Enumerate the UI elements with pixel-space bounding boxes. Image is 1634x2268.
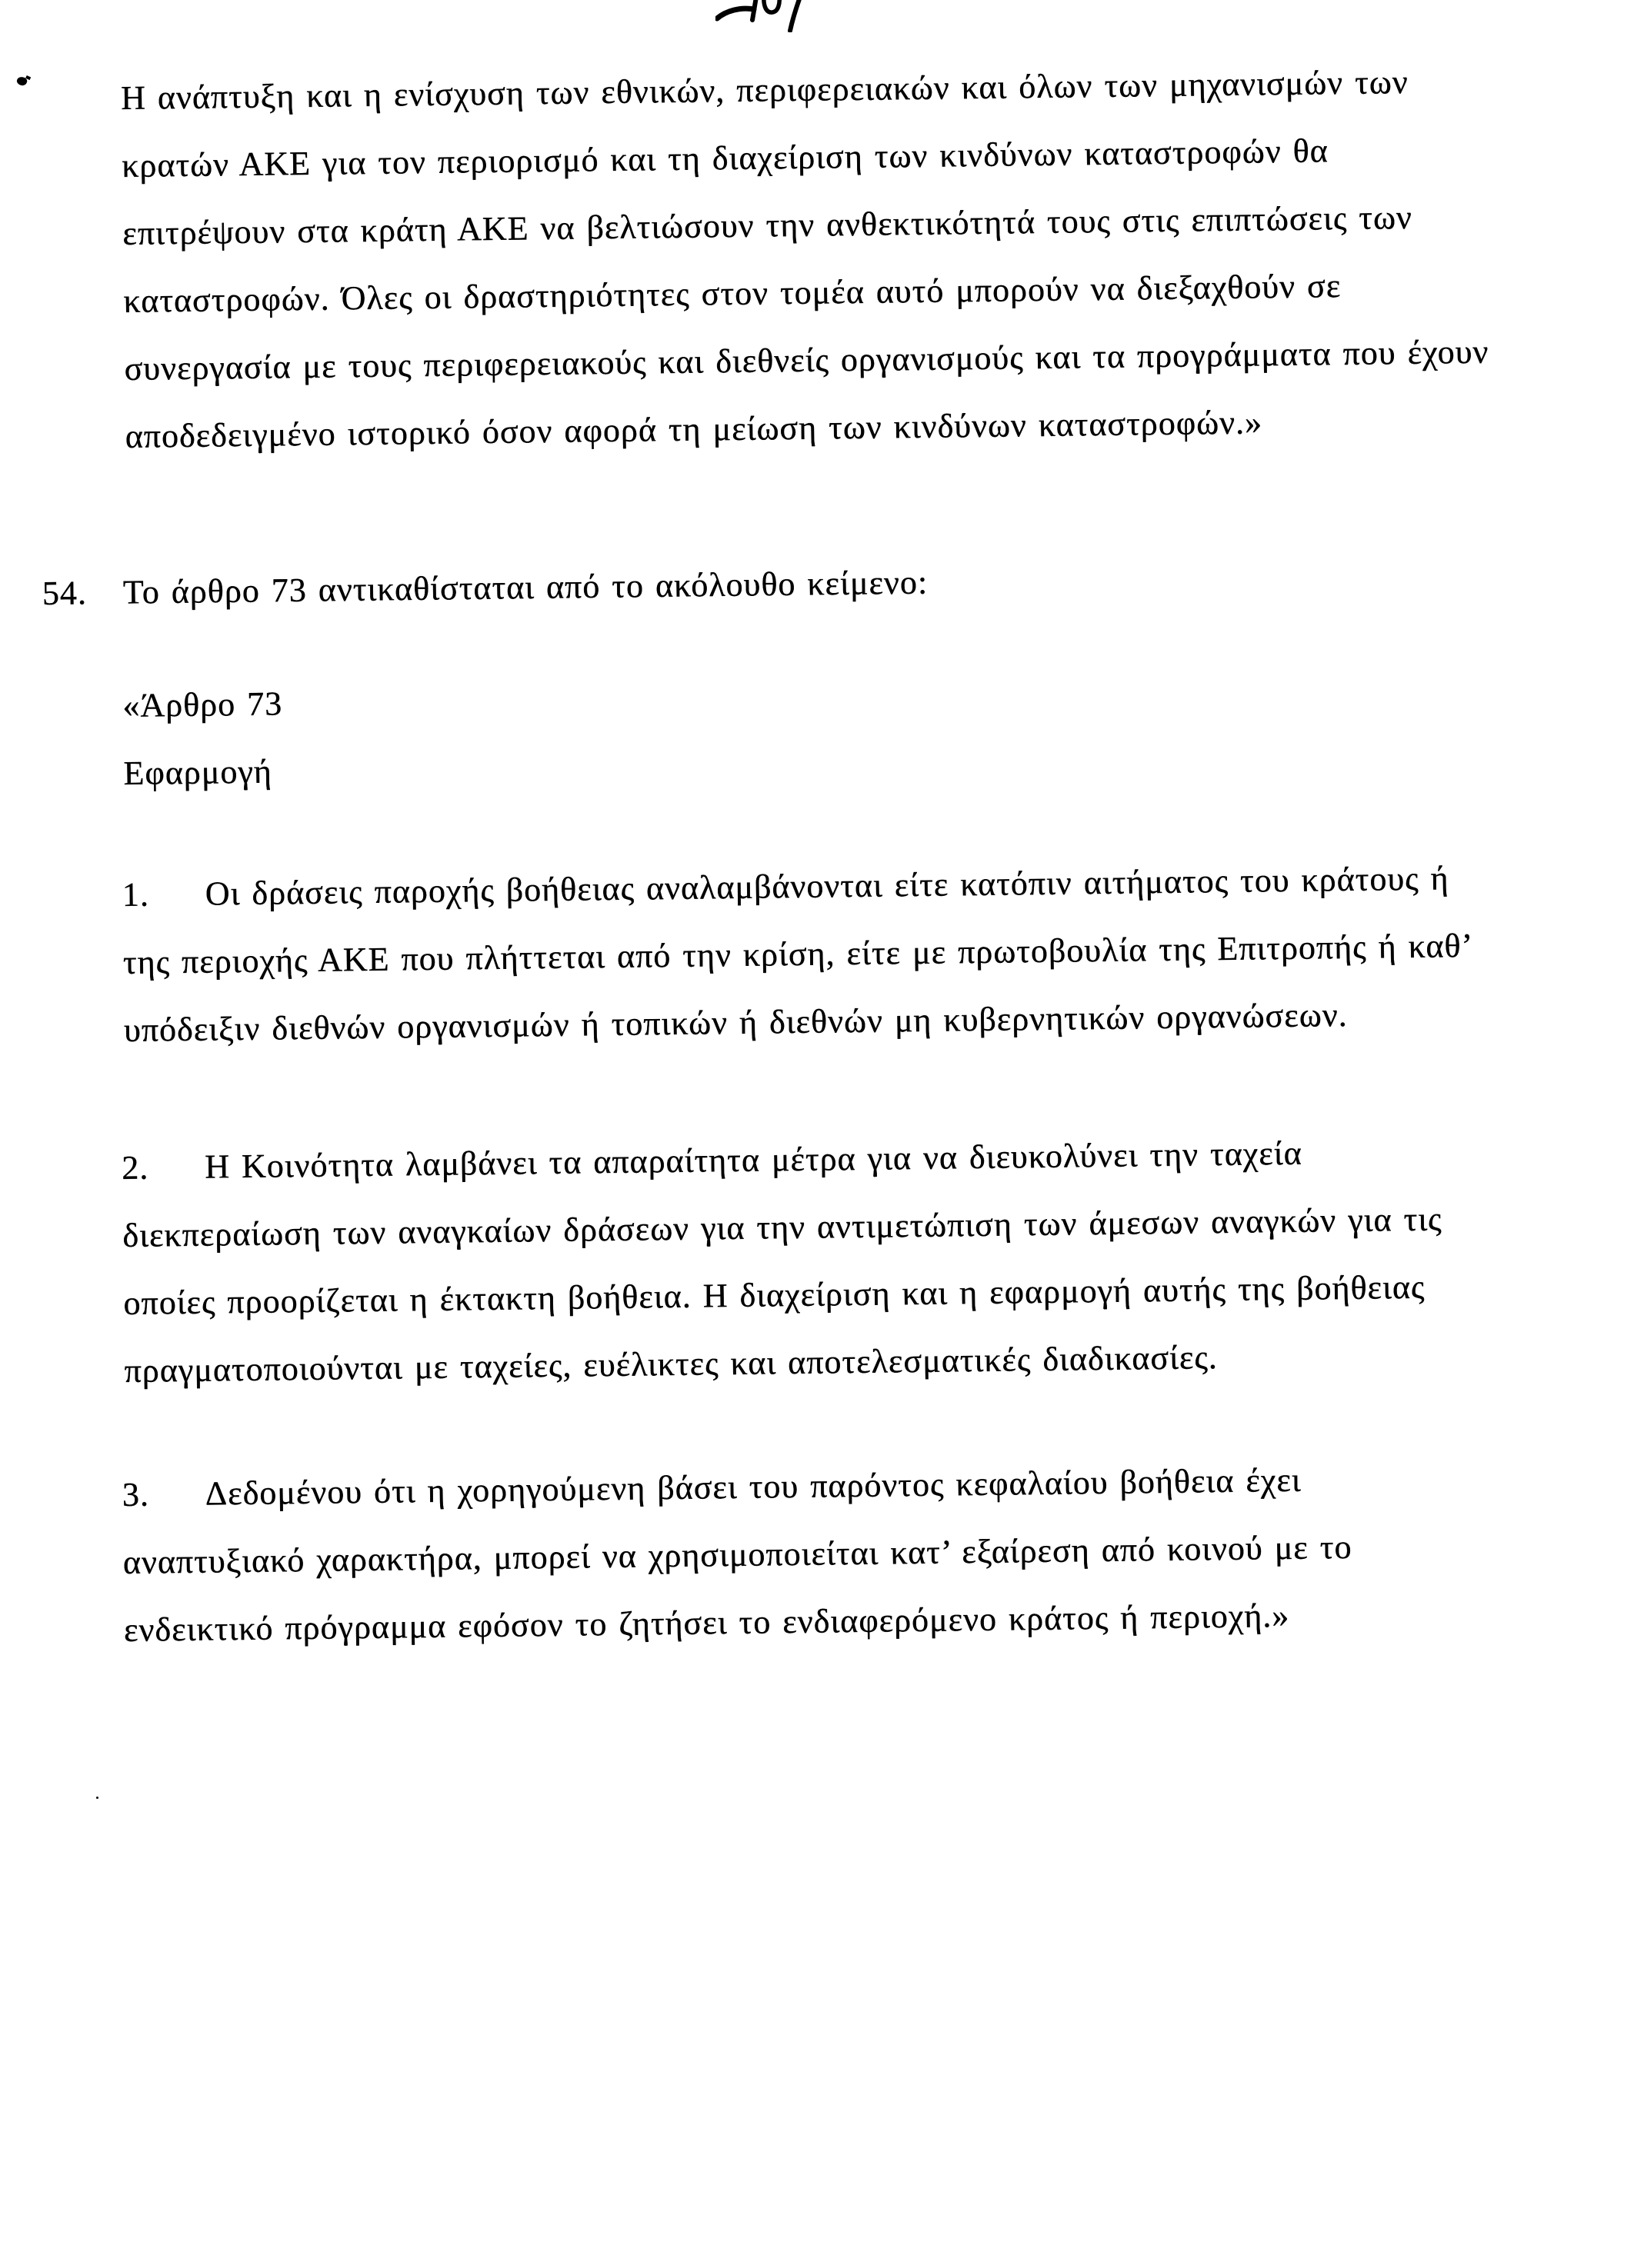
paragraph-2-lines	[122, 1116, 1586, 1405]
quoted-paragraph-disaster-risk	[121, 46, 1587, 471]
page-number-fragment	[715, 0, 808, 32]
paragraph-number: 1.	[122, 875, 150, 914]
article-paragraph-3	[122, 1443, 1586, 1664]
paragraph-number: 2.	[122, 1148, 149, 1187]
paragraph-1-lines	[122, 843, 1586, 1064]
item-54-lines	[42, 541, 1581, 628]
ink-speck	[96, 1797, 98, 1799]
article-paragraph-1	[122, 843, 1586, 1064]
text-line: υπόδειξιν διεθνών οργανισμών ή τοπικών ή διεθνών μη κυβερνητικών οργανώσεων.	[123, 996, 1348, 1049]
text-line: συνεργασία με τους περιφερειακούς και διεθνείς οργανισμούς και τα προγράμματα που έχουν	[124, 332, 1489, 388]
item-number: 54.	[42, 574, 88, 612]
text-line: Το άρθρο 73 αντικαθίσταται από το ακόλουθο κείμενο:	[122, 563, 929, 611]
ink-speck	[15, 75, 28, 87]
text-line: διεκπεραίωση των αναγκαίων δράσεων για την αντιμετώπιση των άμεσων αναγκών για τις	[122, 1200, 1442, 1255]
text-line: καταστροφών. Όλες οι δραστηριότητες στον τομέα αυτό μπορούν να διεξαχθούν σε	[123, 267, 1342, 320]
list-item-54	[42, 541, 1581, 628]
text-line: Η ανάπτυξη και η ενίσχυση των εθνικών, περιφερειακών και όλων των μηχανισμών των	[120, 62, 1409, 118]
text-line: επιτρέψουν στα κράτη ΑΚΕ να βελτιώσουν την ανθεκτικότητά τους στις επιπτώσεις των	[122, 198, 1413, 253]
page-number-strokes	[715, 0, 808, 32]
paragraph-3-lines	[122, 1443, 1586, 1664]
text-line: ενδεικτικό πρόγραμμα εφόσον το ζητήσει το ενδιαφερόμενο κράτος ή περιοχή.»	[123, 1596, 1290, 1649]
text-line: Η Κοινότητα λαμβάνει τα απαραίτητα μέτρα για να διευκολύνει την ταχεία	[205, 1134, 1303, 1186]
text-line: κρατών ΑΚΕ για τον περιορισμό και τη διαχείριση των κινδύνων καταστροφών θα	[122, 132, 1329, 185]
article-73-heading	[122, 664, 816, 808]
text-line: αναπτυξιακό χαρακτήρα, μπορεί να χρησιμοποιείται κατ’ εξαίρεση από κοινού με το	[122, 1527, 1352, 1581]
text-line: πραγματοποιούνται με ταχείες, ευέλικτες και αποτελεσματικές διαδικασίες.	[124, 1338, 1219, 1390]
text-line: Οι δράσεις παροχής βοήθειας αναλαμβάνονται είτε κατόπιν αιτήματος του κράτους ή	[205, 859, 1449, 913]
article-paragraph-2	[122, 1116, 1586, 1405]
text-line: αποδεδειγμένο ιστορικό όσον αφορά τη μείωση των κινδύνων καταστροφών.»	[125, 403, 1263, 455]
text-line: της περιοχής ΑΚΕ που πλήττεται από την κρίση, είτε με πρωτοβουλία της Επιτροπής ή καθ’	[122, 926, 1474, 981]
text-line: οποίες προορίζεται η έκτακτη βοήθεια. Η διαχείριση και η εφαρμογή αυτής της βοήθειας	[123, 1267, 1426, 1322]
paragraph-number: 3.	[122, 1475, 150, 1514]
text-line: Εφαρμογή	[123, 752, 273, 792]
text-line: «Άρθρο 73	[122, 684, 283, 725]
text-line: Δεδομένου ότι η χορηγούμενη βάσει του παρόντος κεφαλαίου βοήθεια έχει	[205, 1460, 1302, 1513]
